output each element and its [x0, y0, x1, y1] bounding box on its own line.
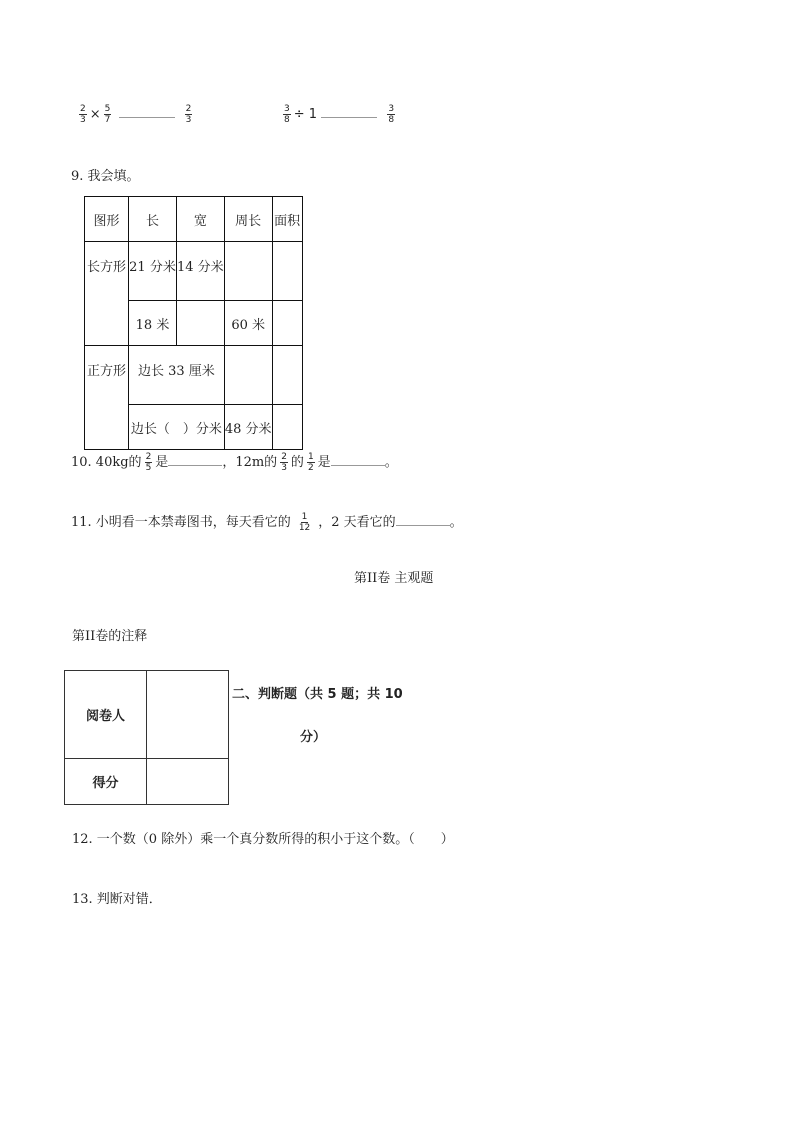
question-12: 12. 一个数（0 除外）乘一个真分数所得的积小于这个数。（ ） — [72, 832, 454, 847]
fraction: $\frac{2}{3}$ — [185, 104, 192, 125]
part2-heading-line2: 分） — [300, 730, 327, 745]
header-cell: 宽 — [177, 197, 225, 242]
section-title: 第II卷 主观题 — [354, 571, 434, 586]
table-cell[interactable] — [272, 346, 302, 405]
fraction: $\frac{2}{3}$ — [80, 104, 86, 125]
table-cell[interactable] — [224, 346, 272, 405]
question-11: 11. 小明看一本禁毒图书，每天看它的 $\frac{1}{12}$ ，2 天看它的 。 — [71, 512, 463, 533]
fraction: $\frac{1}{12}$ — [298, 512, 311, 533]
fraction: $\frac{3}{8}$ — [388, 104, 395, 125]
fraction: $\frac{3}{8}$ — [284, 104, 290, 125]
table-header-row — [85, 197, 303, 242]
compare-left — [76, 104, 195, 125]
operator: ÷ 1 — [293, 107, 318, 122]
square-label: 正方形 — [85, 346, 129, 450]
score-label: 得分 — [65, 759, 147, 805]
score-cell[interactable] — [147, 759, 229, 805]
fraction: $\frac{2}{3}$ — [281, 452, 287, 473]
table-cell[interactable]: 边长（ ）分米 — [129, 405, 225, 450]
table-cell: 14 分米 — [177, 242, 225, 301]
reviewer-label: 阅卷人 — [65, 671, 147, 759]
table-cell: 60 米 — [224, 301, 272, 346]
table-cell[interactable] — [177, 301, 225, 346]
header-cell: 图形 — [85, 197, 129, 242]
table-cell: 48 分米 — [224, 405, 272, 450]
fraction: $\frac{2}{5}$ — [145, 452, 152, 473]
table-cell: 21 分米 — [129, 242, 177, 301]
table-cell: 边长 33 厘米 — [129, 346, 225, 405]
answer-blank[interactable] — [331, 465, 385, 466]
table-cell[interactable] — [272, 301, 302, 346]
table-cell[interactable] — [272, 405, 302, 450]
part2-heading-line1: 二、判断题（共 5 题；共 10 — [232, 687, 403, 702]
fraction: $\frac{1}{2}$ — [307, 452, 314, 473]
score-table — [64, 670, 229, 805]
table-cell[interactable] — [224, 242, 272, 301]
operator: × — [89, 107, 101, 122]
answer-blank[interactable] — [321, 117, 377, 118]
answer-blank[interactable] — [168, 465, 222, 466]
header-cell: 面积 — [272, 197, 302, 242]
answer-blank[interactable] — [119, 117, 175, 118]
header-cell: 周长 — [224, 197, 272, 242]
rect-label: 长方形 — [85, 242, 129, 346]
question-10: 10. 40kg的 $\frac{2}{5}$ 是 ，12m的 $\frac{2}{3}$ 的 $\frac{1}{2}$ 是 。 — [71, 452, 398, 473]
compare-right — [280, 104, 398, 125]
table-row — [85, 242, 303, 301]
header-cell: 长 — [129, 197, 177, 242]
table-cell: 18 米 — [129, 301, 177, 346]
table-cell[interactable] — [272, 242, 302, 301]
question-13: 13. 判断对错． — [72, 892, 162, 907]
fraction: $\frac{5}{7}$ — [104, 104, 111, 125]
section-note: 第II卷的注释 — [72, 629, 148, 644]
answer-blank[interactable] — [396, 525, 450, 526]
question-9-title: 9. 我会填。 — [71, 169, 140, 184]
shape-table — [84, 196, 303, 450]
table-row — [85, 346, 303, 405]
reviewer-cell[interactable] — [147, 671, 229, 759]
